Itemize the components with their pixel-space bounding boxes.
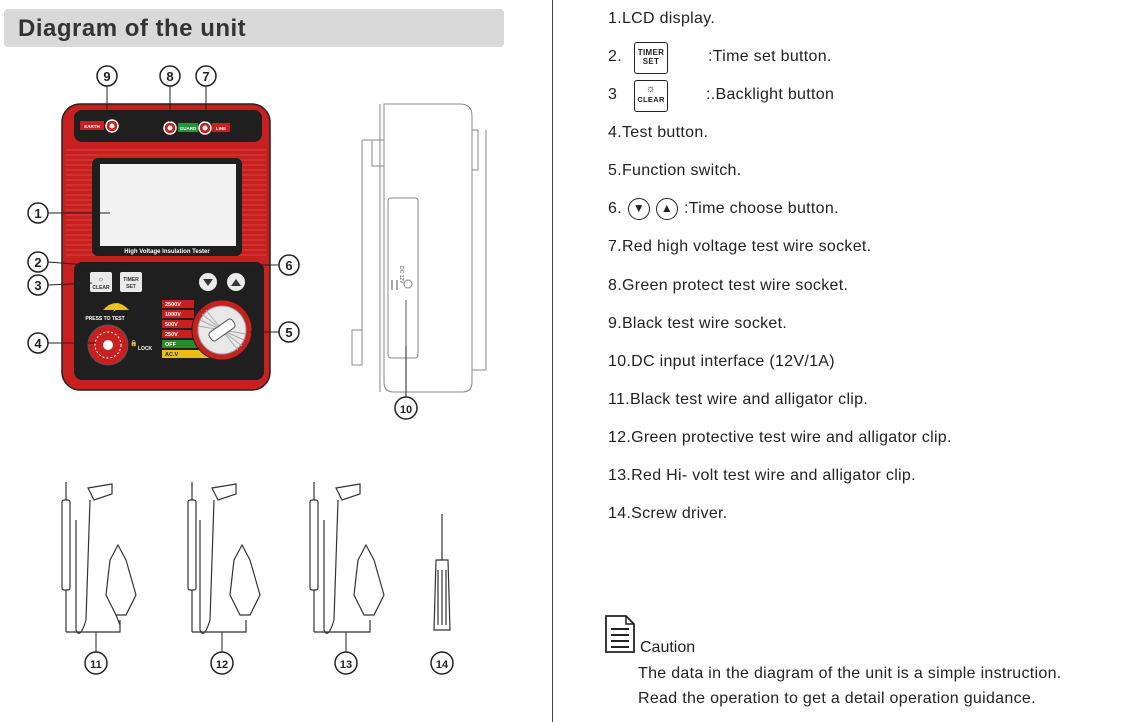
guard-label: GUARD bbox=[179, 126, 197, 131]
svg-text:2500V: 2500V bbox=[165, 302, 181, 308]
test-lead-black bbox=[62, 482, 136, 633]
svg-text:11: 11 bbox=[90, 659, 102, 671]
legend-item-2: 2. TIMER SET :Time set button. bbox=[608, 48, 908, 70]
svg-text:13: 13 bbox=[339, 659, 353, 671]
svg-text:SET: SET bbox=[126, 284, 136, 290]
legend-item-9: 9.Black test wire socket. bbox=[608, 315, 788, 332]
column-divider bbox=[552, 0, 553, 722]
legend-item-7: 7.Red high voltage test wire socket. bbox=[608, 238, 872, 255]
svg-text:CLEAR: CLEAR bbox=[92, 285, 110, 291]
timer-set-key-icon: TIMER SET bbox=[634, 42, 668, 74]
svg-text:⚡: ⚡ bbox=[111, 303, 121, 312]
svg-text:14: 14 bbox=[435, 659, 449, 671]
lcd-display bbox=[100, 164, 236, 246]
svg-text:500V: 500V bbox=[165, 322, 178, 328]
legend-item-12: 12.Green protective test wire and alligator clip. bbox=[608, 429, 952, 446]
page-title: Diagram of the unit bbox=[18, 15, 247, 42]
svg-text:9: 9 bbox=[103, 69, 111, 84]
lcd-caption: High Voltage Insulation Tester bbox=[124, 249, 210, 255]
svg-text:☼: ☼ bbox=[97, 276, 105, 283]
caution-line-1: The data in the diagram of the unit is a simple instruction. bbox=[638, 665, 1062, 682]
svg-text:7: 7 bbox=[202, 69, 210, 84]
dc-input-label: DC 12V bbox=[398, 266, 404, 284]
device-front-view bbox=[62, 104, 270, 390]
svg-text:AC.V: AC.V bbox=[165, 352, 179, 358]
legend-item-5: 5.Function switch. bbox=[608, 162, 742, 179]
screw-driver bbox=[434, 514, 450, 630]
svg-text:1000V: 1000V bbox=[165, 312, 181, 318]
earth-label: EARTH bbox=[84, 124, 100, 129]
device-side-view bbox=[352, 104, 486, 392]
svg-text:🔒: 🔒 bbox=[130, 341, 138, 347]
svg-text:12: 12 bbox=[215, 659, 229, 671]
document-icon bbox=[604, 614, 636, 654]
svg-text:8: 8 bbox=[166, 69, 174, 84]
svg-text:PRESS TO TEST: PRESS TO TEST bbox=[85, 316, 125, 322]
caution-title: Caution bbox=[640, 639, 696, 656]
legend-item-10: 10.DC input interface (12V/1A) bbox=[608, 353, 835, 370]
svg-text:1: 1 bbox=[34, 206, 42, 221]
svg-text:OFF: OFF bbox=[165, 342, 176, 348]
legend-item-13: 13.Red Hi- volt test wire and alligator clip. bbox=[608, 467, 916, 484]
legend-item-6: 6. ▼ ▲ :Time choose button. bbox=[608, 200, 908, 222]
svg-text:4: 4 bbox=[34, 336, 42, 351]
line-label: LINE bbox=[215, 126, 227, 131]
svg-text:6: 6 bbox=[285, 258, 293, 273]
test-lead-green bbox=[188, 482, 260, 633]
up-arrow-icon: ▲ bbox=[656, 198, 678, 220]
legend-item-14: 14.Screw driver. bbox=[608, 505, 728, 522]
legend-item-8: 8.Green protect test wire socket. bbox=[608, 277, 849, 294]
unit-diagram bbox=[0, 0, 552, 722]
legend-item-3: 3 ☼ CLEAR :.Backlight button bbox=[608, 86, 908, 108]
legend-item-11: 11.Black test wire and alligator clip. bbox=[608, 391, 869, 408]
legend-item-4: 4.Test button. bbox=[608, 124, 709, 141]
legend-item-1: 1.LCD display. bbox=[608, 10, 716, 27]
svg-text:LOCK: LOCK bbox=[138, 346, 153, 352]
svg-text:2: 2 bbox=[34, 255, 42, 270]
svg-text:10: 10 bbox=[399, 404, 413, 416]
svg-text:3: 3 bbox=[34, 278, 42, 293]
down-arrow-icon: ▼ bbox=[628, 198, 650, 220]
svg-text:250V: 250V bbox=[165, 332, 178, 338]
caution-line-2: Read the operation to get a detail operation guidance. bbox=[638, 690, 1036, 707]
svg-text:TIMER: TIMER bbox=[123, 277, 139, 283]
backlight-key-icon: ☼ CLEAR bbox=[634, 80, 668, 112]
svg-text:5: 5 bbox=[285, 325, 293, 340]
test-lead-red bbox=[310, 482, 384, 633]
